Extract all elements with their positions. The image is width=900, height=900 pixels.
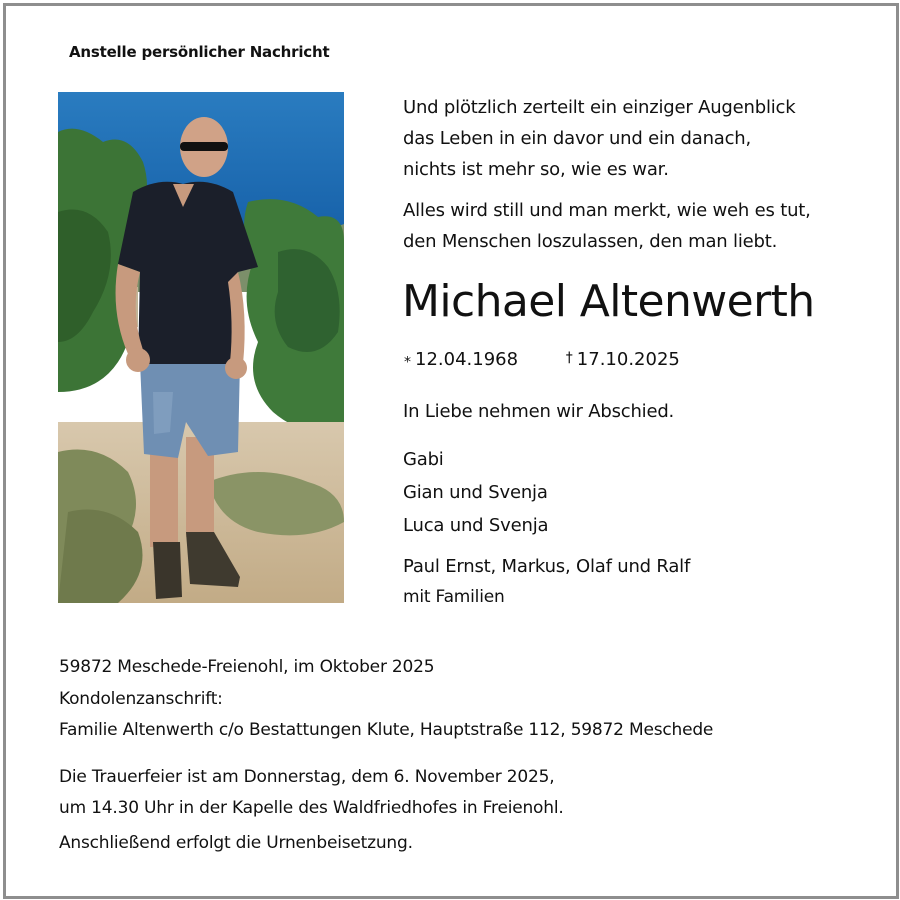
mourner-item: Luca und Svenja bbox=[403, 515, 549, 536]
poem-stanza-2 bbox=[403, 195, 811, 257]
mourners-list bbox=[403, 443, 548, 542]
mourner-item: Gabi bbox=[403, 449, 444, 470]
cross-icon: † bbox=[565, 350, 573, 366]
poem-line: den Menschen loszulassen, den man liebt. bbox=[403, 231, 778, 252]
mourner-item: Gian und Svenja bbox=[403, 482, 548, 503]
other-suffix: mit Familien bbox=[403, 587, 505, 607]
life-dates bbox=[404, 344, 680, 374]
condolence-address: Familie Altenwerth c/o Bestattungen Klute, Hauptstraße 112, 59872 Meschede bbox=[59, 720, 714, 740]
poem-line: Alles wird still und man merkt, wie weh es tut, bbox=[403, 200, 811, 221]
portrait-photo bbox=[58, 92, 344, 603]
birth-date: 12.04.1968 bbox=[415, 349, 519, 370]
poem-stanza-1 bbox=[403, 92, 795, 185]
death-date: 17.10.2025 bbox=[576, 349, 680, 370]
header-note: Anstelle persönlicher Nachricht bbox=[69, 43, 330, 61]
ceremony-line: Die Trauerfeier ist am Donnerstag, dem 6. November 2025, bbox=[59, 767, 555, 787]
birth-date-group bbox=[404, 344, 518, 374]
farewell-text: In Liebe nehmen wir Abschied. bbox=[403, 401, 675, 422]
birth-symbol-icon: ⁎ bbox=[404, 350, 411, 366]
death-date-group bbox=[566, 344, 680, 374]
other-mourners bbox=[403, 551, 690, 613]
other-names: Paul Ernst, Markus, Olaf und Ralf bbox=[403, 556, 691, 577]
burial-info: Anschließend erfolgt die Urnenbeisetzung. bbox=[59, 833, 413, 853]
poem-line: nichts ist mehr so, wie es war. bbox=[403, 159, 669, 180]
place-date: 59872 Meschede-Freienohl, im Oktober 2025 bbox=[59, 657, 435, 677]
ceremony-info bbox=[59, 762, 564, 824]
poem-line: Und plötzlich zerteilt ein einziger Augenblick bbox=[403, 97, 796, 118]
condolence-block bbox=[59, 684, 713, 746]
deceased-name: Michael Altenwerth bbox=[402, 276, 815, 327]
ceremony-line: um 14.30 Uhr in der Kapelle des Waldfriedhofes in Freienohl. bbox=[59, 798, 564, 818]
condolence-label: Kondolenzanschrift: bbox=[59, 689, 223, 709]
poem-line: das Leben in ein davor und ein danach, bbox=[403, 128, 752, 149]
